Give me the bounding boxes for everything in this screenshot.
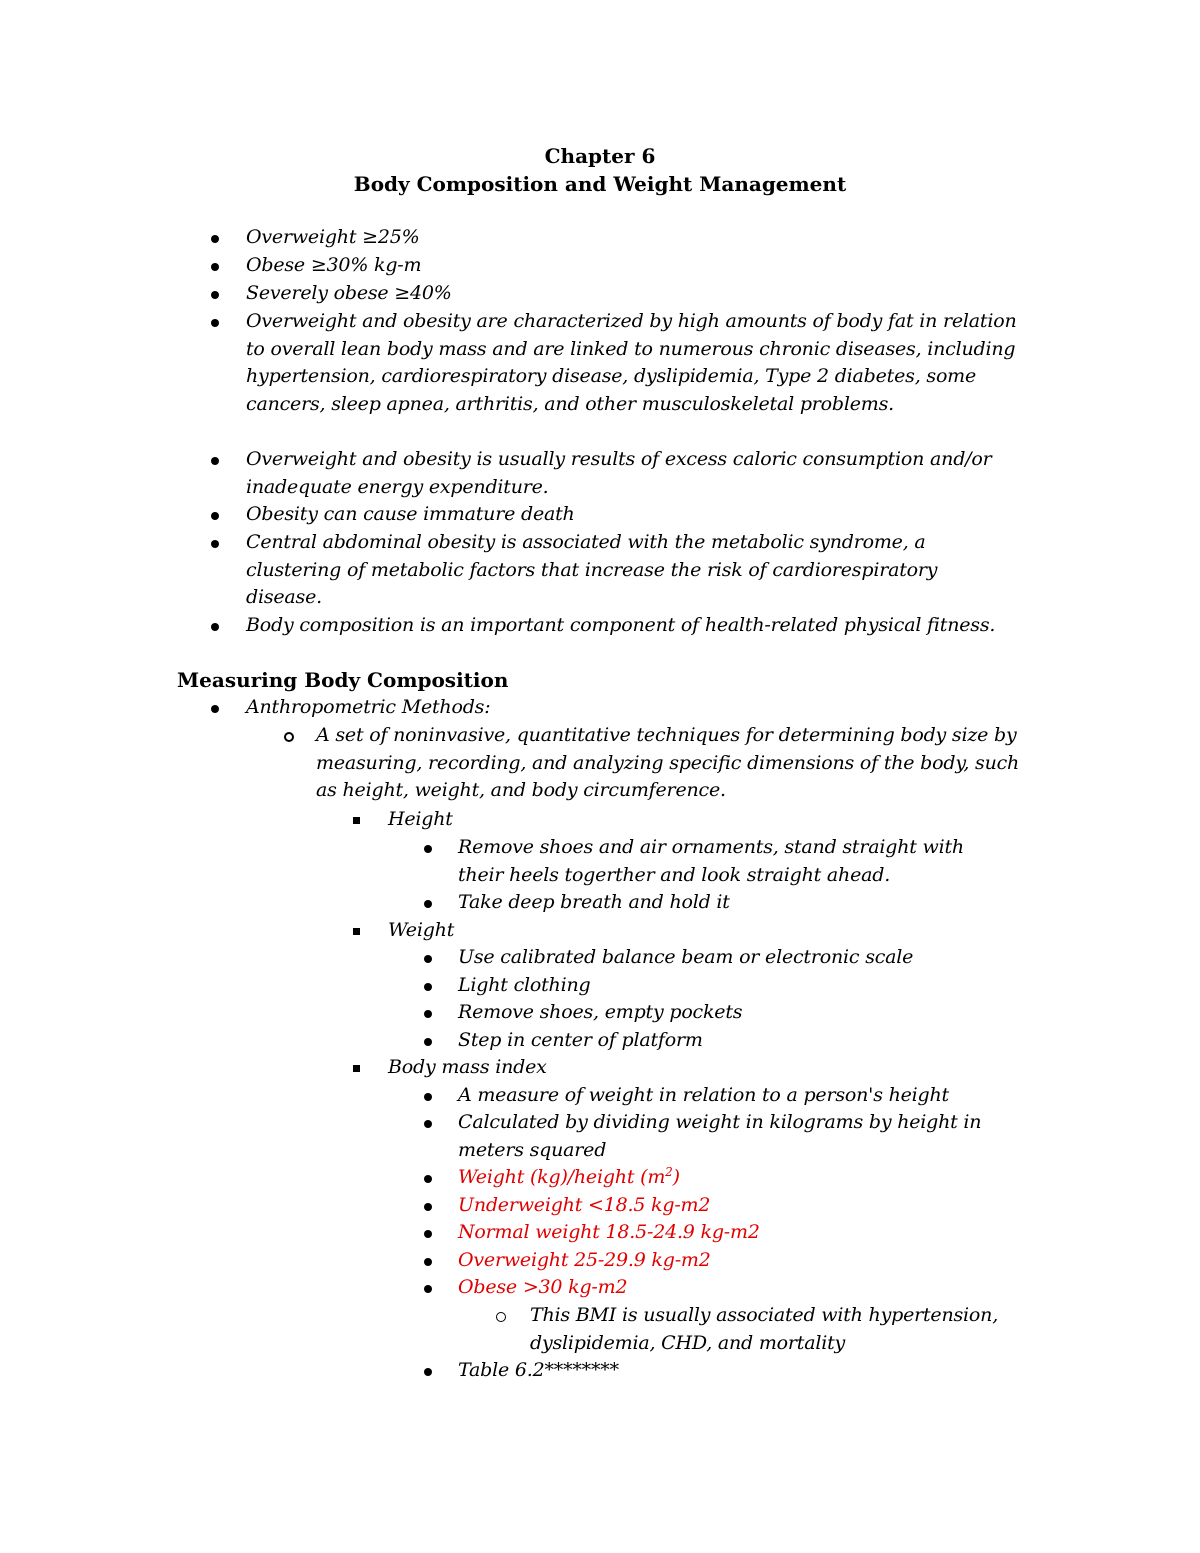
- list-item: Overweight and obesity are characterized by high amounts of body fat in relation to overall lean body mass and are linked to numerous chronic diseases, including hypertension, cardiorespiratory disease, dyslipidemia, Type 2 diabetes, some cancers, sleep apnea, arthritis, and other musculoskeletal problems.: [246, 310, 1017, 415]
- list-item: Obese ≥30% kg-m: [246, 254, 422, 276]
- section-heading: Measuring Body Composition: [177, 668, 509, 692]
- list-item: A measure of weight in relation to a person's height: [458, 1084, 949, 1106]
- list-item-weight: Weight: [388, 919, 455, 941]
- list-item: Severely obese ≥40%: [246, 282, 452, 304]
- list-item: Remove shoes, empty pockets: [458, 1001, 743, 1023]
- bullet-dot-icon: [207, 224, 223, 252]
- list-item: Step in center of platform: [458, 1029, 703, 1051]
- list-item: Remove shoes and air ornaments, stand straight with their heels togerther and look straight ahead.: [458, 836, 964, 886]
- bullet-dot-icon: [420, 1109, 436, 1137]
- bullet-dot-icon: [207, 280, 223, 308]
- bullet-dot-icon: [420, 972, 436, 1000]
- list-item: Calculated by dividing weight in kilograms by height in meters squared: [458, 1111, 982, 1161]
- list-item: Take deep breath and hold it: [458, 891, 730, 913]
- bullet-dot-icon: [420, 889, 436, 917]
- bmi-formula-superscript: 2: [665, 1165, 673, 1179]
- bullet-dot-icon: [420, 1164, 436, 1192]
- bullet-dot-icon: [207, 252, 223, 280]
- bmi-category: Underweight <18.5 kg-m2: [458, 1194, 711, 1216]
- bullet-dot-icon: [207, 694, 223, 722]
- bullet-dot-icon: [420, 1027, 436, 1055]
- bullet-square-icon: [348, 917, 364, 945]
- bullet-dot-icon: [207, 446, 223, 474]
- list-item-definition: A set of noninvasive, quantitative techniques for determining body size by measuring, recording, and analyzing specific dimensions of the body, such as height, weight, and body circumference.: [316, 724, 1020, 802]
- bullet-dot-icon: [420, 834, 436, 862]
- bullet-square-icon: [348, 806, 364, 834]
- list-item: Body composition is an important component of health-related physical fitness.: [246, 614, 996, 636]
- list-item-bmi: Body mass index: [388, 1056, 547, 1078]
- bullet-dot-icon: [207, 308, 223, 336]
- list-item: Use calibrated balance beam or electronic scale: [458, 946, 914, 968]
- chapter-title: Body Composition and Weight Management: [353, 172, 847, 196]
- bullet-dot-icon: [420, 999, 436, 1027]
- bullet-dot-icon: [420, 1274, 436, 1302]
- bmi-category: Overweight 25-29.9 kg-m2: [458, 1249, 711, 1271]
- bmi-formula: [458, 1164, 1058, 1192]
- list-item-obese-note: This BMI is usually associated with hypertension, dyslipidemia, CHD, and mortality: [530, 1304, 999, 1354]
- bmi-category: Normal weight 18.5-24.9 kg-m2: [458, 1221, 760, 1243]
- list-item: Overweight and obesity is usually results of excess caloric consumption and/or inadequate energy expenditure.: [246, 448, 992, 498]
- list-item-table-ref: Table 6.2********: [458, 1359, 619, 1381]
- bullet-dot-icon: [420, 1192, 436, 1220]
- bmi-formula-suffix: ): [672, 1166, 680, 1188]
- bullet-dot-icon: [207, 501, 223, 529]
- chapter-number: Chapter 6: [544, 144, 656, 168]
- list-item: Overweight ≥25%: [246, 226, 420, 248]
- bullet-dot-icon: [420, 944, 436, 972]
- list-item: Central abdominal obesity is associated with the metabolic syndrome, a clustering of metabolic factors that increase the risk of cardiorespiratory disease.: [246, 531, 938, 609]
- list-item: Light clothing: [458, 974, 591, 996]
- bullet-dot-icon: [420, 1357, 436, 1385]
- bmi-formula-prefix: Weight (kg)/height (m: [458, 1166, 666, 1188]
- bullet-dot-icon: [420, 1082, 436, 1110]
- bullet-ring-icon: [493, 1302, 509, 1330]
- bullet-dot-icon: [420, 1219, 436, 1247]
- list-item-height: Height: [388, 808, 453, 830]
- bullet-square-icon: [348, 1054, 364, 1082]
- bullet-ring-icon: [281, 722, 297, 750]
- list-item-anthropometric: Anthropometric Methods:: [246, 696, 491, 718]
- list-item: Obesity can cause immature death: [246, 503, 575, 525]
- bullet-dot-icon: [420, 1247, 436, 1275]
- bullet-dot-icon: [207, 612, 223, 640]
- bullet-dot-icon: [207, 529, 223, 557]
- bmi-category: Obese >30 kg-m2: [458, 1276, 628, 1298]
